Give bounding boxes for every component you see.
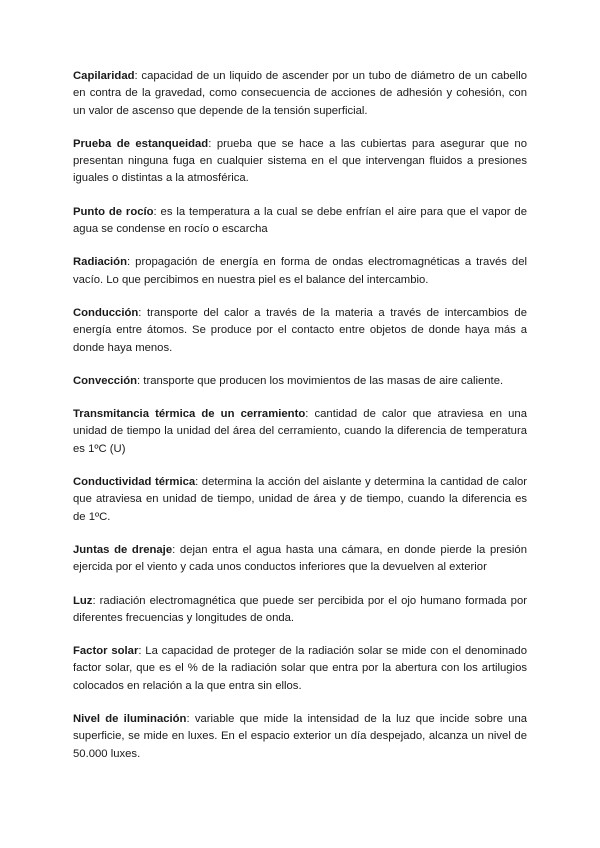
definition-term: Nivel de iluminación xyxy=(73,713,187,726)
definition-text: : variable que mide la intensidad de la luz que incide sobre una superficie, se mide en luxes. En el espacio exterior un día despejado, alcanza un nivel de 50.000 luxes. xyxy=(73,713,528,760)
definition-transmitancia-termica xyxy=(73,406,527,458)
definition-text: : transporte del calor a través de la materia a través de intercambios de energía entre átomos. Se produce por el contacto entre objetos de donde haya más a donde haya menos. xyxy=(73,306,527,354)
definition-conveccion xyxy=(73,373,527,390)
definition-term: Transmitancia térmica de un cerramiento xyxy=(73,408,306,421)
definition-conductividad-termica xyxy=(73,474,527,526)
definition-juntas-de-drenaje xyxy=(73,542,527,577)
definition-conduccion xyxy=(73,305,527,357)
definition-term: Capilaridad xyxy=(73,70,135,82)
definition-text: : es la temperatura a la cual se debe enfrían el aire para que el vapor de agua se condense en rocío o escarcha xyxy=(73,205,527,236)
definition-nivel-de-iluminacion xyxy=(73,711,527,763)
definitions-list xyxy=(73,68,527,779)
definition-text: : prueba que se hace a las cubiertas para asegurar que no presentan ninguna fuga en cualquier sistema en el que intervengan fluidos a presiones iguales o distintas a la atmosférica. xyxy=(73,137,527,185)
definition-term: Prueba de estanqueidad xyxy=(73,137,209,150)
definition-term: Juntas de drenaje xyxy=(73,543,173,556)
definition-luz xyxy=(73,593,527,628)
definition-term: Conducción xyxy=(73,306,139,319)
definition-text: : radiación electromagnética que puede ser percibida por el ojo humano formada por diferentes frecuencias y longitudes de onda. xyxy=(73,594,527,624)
definition-term: Factor solar xyxy=(73,645,139,658)
definition-term: Luz xyxy=(73,594,93,607)
definition-term: Punto de rocío xyxy=(73,205,154,218)
definition-text: : dejan entra el agua hasta una cámara, en donde pierde la presión ejercida por el viento y cada unos conductos inferiores que la devuelven al exterior xyxy=(73,543,527,574)
definition-capilaridad xyxy=(73,68,527,120)
definition-radiacion xyxy=(73,254,527,289)
definition-text: : La capacidad de proteger de la radiación solar se mide con el denominado factor solar, que es el % de la radiación solar que entra por la abertura con los artilugios colocados en relación a la que entra sin ellos. xyxy=(73,645,527,692)
definition-term: Radiación xyxy=(73,256,127,269)
definition-punto-de-rocio xyxy=(73,204,527,239)
definition-term: Conductividad térmica xyxy=(73,476,196,489)
definition-text: : determina la acción del aislante y determina la cantidad de calor que atraviesa en unidad de tiempo, unidad de área y de tiempo, cuando la diferencia es de 1ºC. xyxy=(73,476,527,523)
definition-text: : transporte que producen los movimientos de las masas de aire caliente. xyxy=(137,374,504,387)
definition-prueba-de-estanqueidad xyxy=(73,136,527,188)
definition-text: : capacidad de un liquido de ascender por un tubo de diámetro de un cabello en contra de la gravedad, como consecuencia de acciones de adhesión y cohesión, con un valor de ascenso que depende de la tensión superficial. xyxy=(73,70,527,117)
definition-term: Convección xyxy=(73,374,138,387)
definition-factor-solar xyxy=(73,643,527,695)
definition-text: : propagación de energía en forma de ondas electromagnéticas a través del vacío. Lo que percibimos en nuestra piel es el balance del intercambio. xyxy=(73,256,527,286)
definition-text: : cantidad de calor que atraviesa en una unidad de tiempo la unidad del área del cerramiento, cuando la diferencia de temperatura es 1ºC (U) xyxy=(73,408,527,455)
